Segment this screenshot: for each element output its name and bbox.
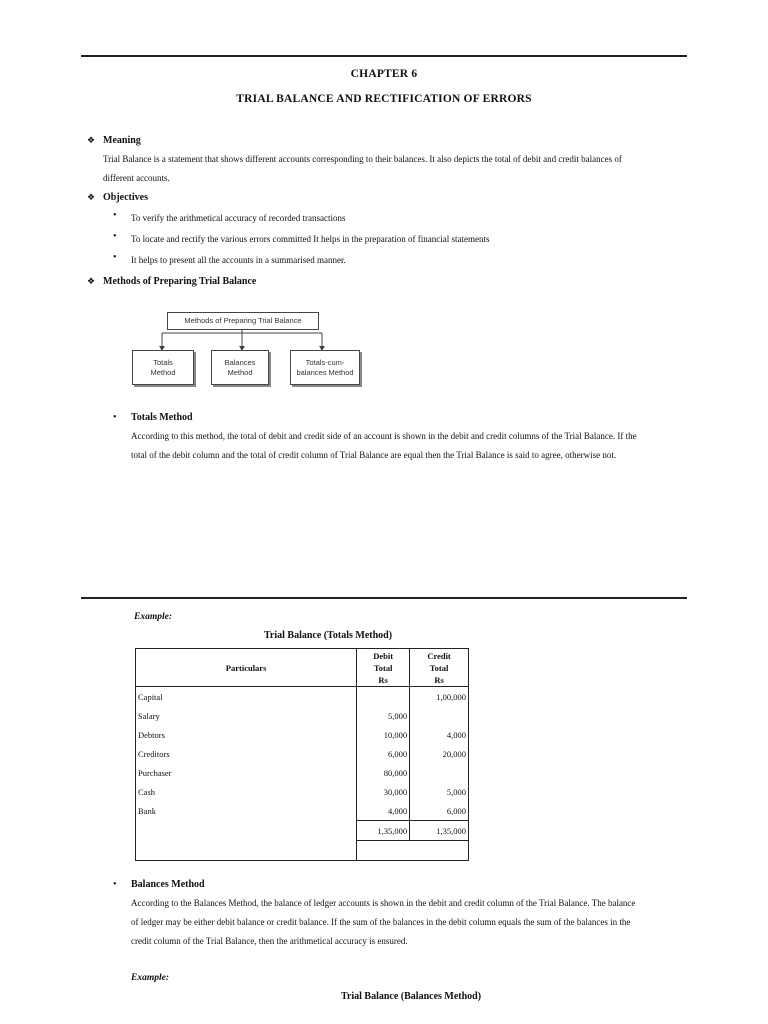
table-row: Bank 4,000 6,000: [136, 801, 469, 821]
particulars-header: Particulars: [136, 649, 357, 687]
credit-total: 1,35,000: [410, 821, 469, 841]
page-break-rule: [81, 597, 687, 599]
balances-method-heading: Balances Method: [131, 879, 205, 890]
meaning-text-line2: different accounts.: [103, 173, 170, 183]
diamond-bullet-icon: ❖: [87, 276, 96, 286]
bullet-icon: •: [113, 252, 117, 263]
bullet-icon: •: [113, 412, 117, 423]
balances-method-line3: credit column of the Trial Balance, then the arithmetical accuracy is ensured.: [131, 936, 408, 946]
table-footer-row: [136, 841, 469, 861]
debit-header: Debit Total Rs: [357, 649, 410, 687]
bullet-icon: •: [113, 231, 117, 242]
totals-method-heading: Totals Method: [131, 412, 193, 423]
objective-item: To locate and rectify the various errors committed It helps in the preparation of financial statements: [131, 234, 490, 244]
table-row: Cash 30,000 5,000: [136, 782, 469, 801]
table-row: Capital 1,00,000: [136, 687, 469, 707]
objective-item: It helps to present all the accounts in a summarised manner.: [131, 255, 346, 265]
diamond-bullet-icon: ❖: [87, 192, 96, 202]
chapter-number: CHAPTER 6: [350, 68, 418, 80]
debit-total: 1,35,000: [357, 821, 410, 841]
diagram-top-box: [167, 312, 319, 330]
example2-label: Example:: [131, 973, 169, 983]
meaning-text-line1: Trial Balance is a statement that shows different accounts corresponding to their balances. It also depicts the total of debit and credit balances of: [103, 154, 622, 164]
example1-table-title: Trial Balance (Totals Method): [264, 630, 393, 641]
diamond-bullet-icon: ❖: [87, 135, 96, 145]
objectives-heading: Objectives: [103, 192, 148, 203]
diagram-box-totals: Totals Method: [132, 350, 194, 385]
totals-method-line1: According to this method, the total of debit and credit side of an account is shown in the debit and credit columns of the Trial Balance. If the: [131, 431, 637, 441]
diagram-top-label: Methods of Preparing Trial Balance: [184, 316, 302, 325]
table-total-row: [136, 821, 469, 841]
bullet-icon: •: [113, 210, 117, 221]
diagram-box-balances: Balances Method: [211, 350, 269, 385]
page-title: TRIAL BALANCE AND RECTIFICATION OF ERRORS: [236, 93, 532, 105]
methods-heading: Methods of Preparing Trial Balance: [103, 276, 257, 287]
table-row: Debtors 10,000 4,000: [136, 725, 469, 744]
meaning-heading: Meaning: [103, 135, 141, 146]
top-rule: [81, 55, 687, 57]
table-row: Purchaser 80,000: [136, 763, 469, 782]
balances-method-line1: According to the Balances Method, the balance of ledger accounts is shown in the debit and credit column of the Trial Balance. The balance: [131, 898, 636, 908]
table-row: Creditors 6,000 20,000: [136, 744, 469, 763]
totals-method-line2: total of the debit column and the total of credit column of Trial Balance are equal then the Trial Balance is said to agree, otherwise not.: [131, 450, 617, 460]
example2-table-title: Trial Balance (Balances Method): [341, 991, 482, 1002]
trial-balance-table: [135, 648, 469, 861]
table-row: Salary 5,000: [136, 706, 469, 725]
bullet-icon: •: [113, 879, 117, 890]
table-header-row: [136, 649, 469, 687]
example1-label: Example:: [134, 612, 172, 622]
objective-item: To verify the arithmetical accuracy of recorded transactions: [131, 213, 346, 223]
credit-header: Credit Total Rs: [410, 649, 469, 687]
diagram-box-totals-cum-balances: Totals-cum- balances Method: [290, 350, 360, 385]
balances-method-line2: of ledger may be either debit balance or credit balance. If the sum of the balances in the debit column equals the sum of the balances in the: [131, 917, 631, 927]
